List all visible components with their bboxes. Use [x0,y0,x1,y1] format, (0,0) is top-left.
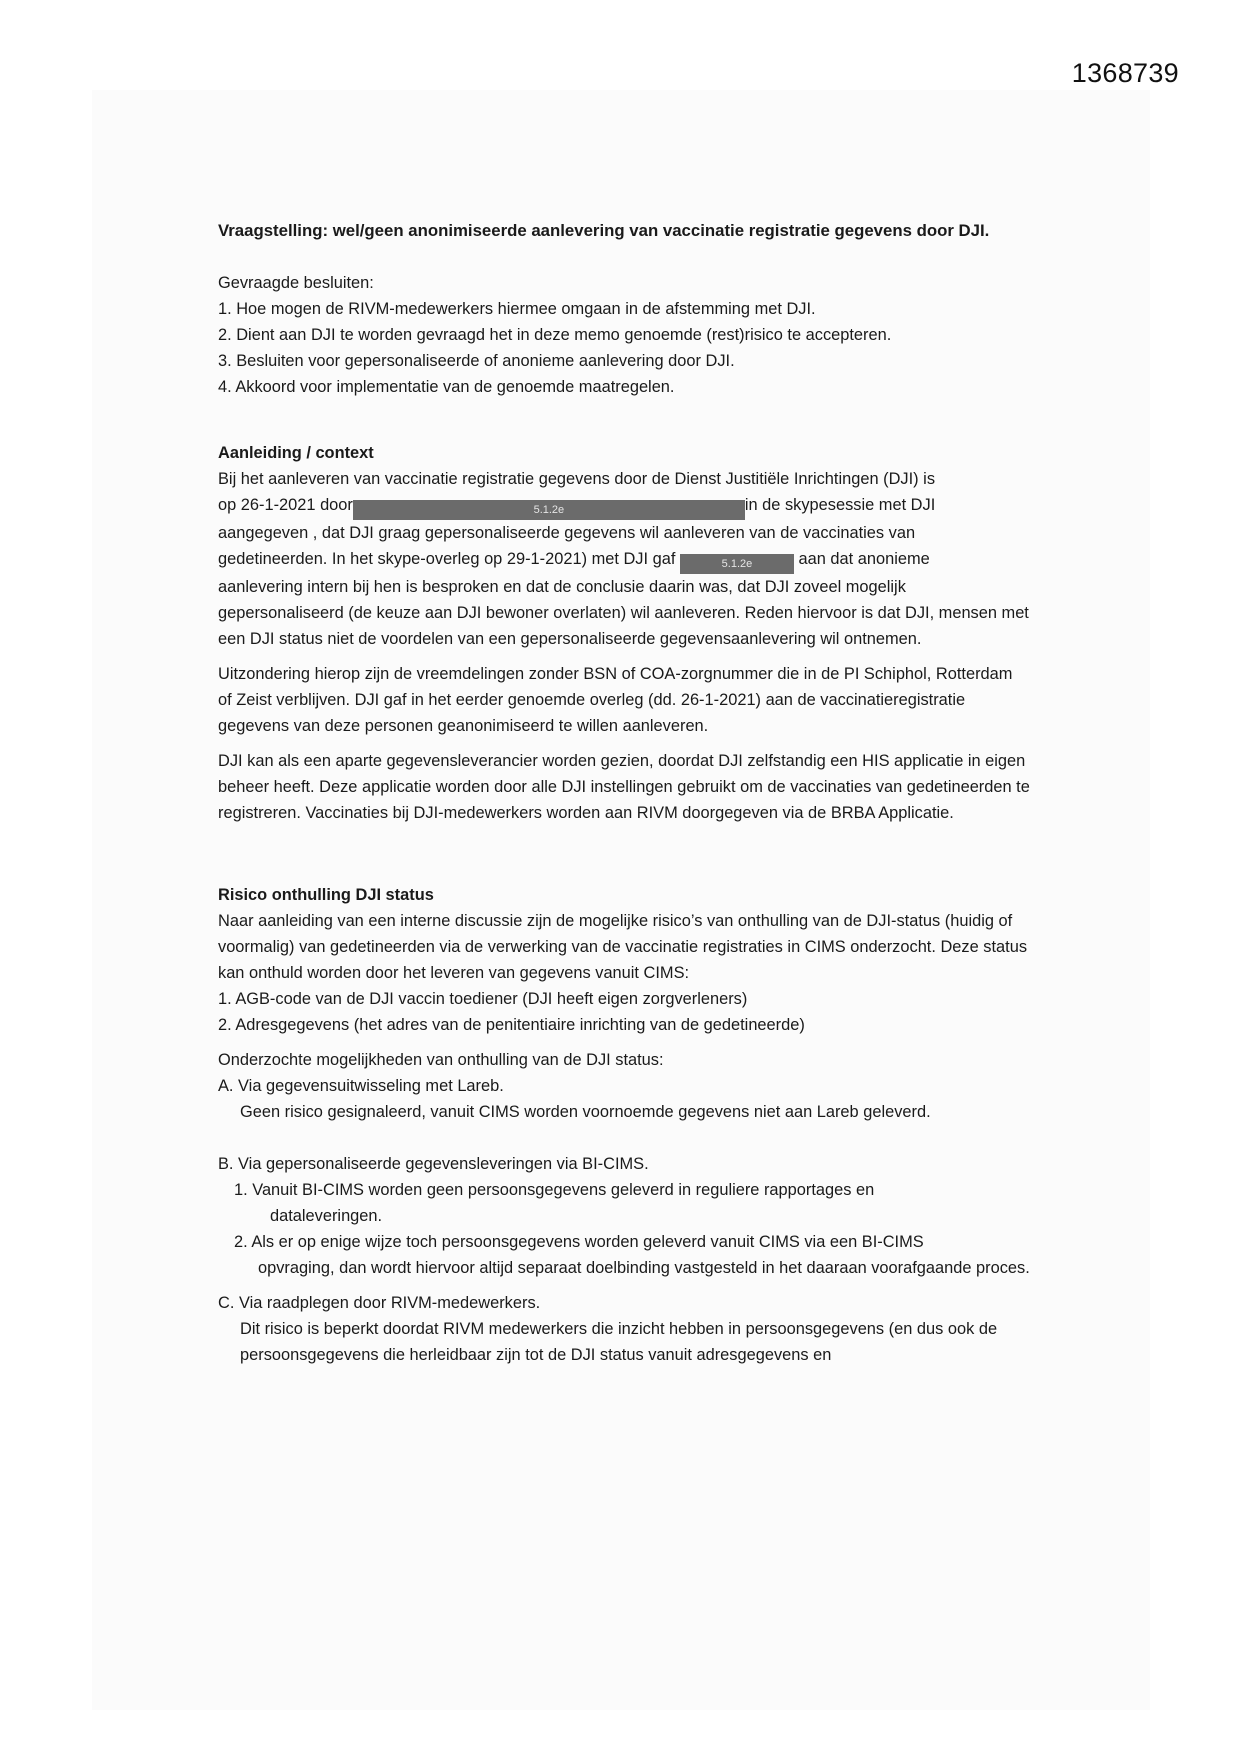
context-paragraph-1-rest: aanlevering intern bij hen is besproken en dat de conclusie daarin was, dat DJI zoveel mogelijk gepersonaliseerd (de keuze aan DJI bewoner overlaten) wil aanleveren. Reden hiervoor is dat DJI, mensen met een DJI status niet de voordelen van een gepersonaliseerde gegevensaanlevering wil ontnemen. [218,578,1029,648]
context-paragraph-2: Uitzondering hierop zijn de vreemdelingen zonder BSN of COA-zorgnummer die in de PI Schiphol, Rotterdam of Zeist verblijven. DJI gaf in het eerder genoemde overleg (dd. 26-1-2021) aan de vaccinatieregistratie gegevens van deze personen geanonimiseerd te willen aanleveren. [218,665,1013,735]
option-c-text: Dit risico is beperkt doordat RIVM medewerkers die inzicht hebben in persoonsgegevens (en dus ook de persoonsgegevens die herleidbaar zijn tot de DJI status vanuit adresgegevens en [240,1320,998,1364]
risico-list-item-2: 2. Adresgegevens (het adres van de penitentiaire inrichting van de gedetineerde) [218,1016,805,1034]
redaction-box: 5.1.2e [353,500,745,520]
mogelijkheden-intro: Onderzochte mogelijkheden van onthulling van de DJI status: [218,1051,664,1069]
option-b-item-2: 2. Als er op enige wijze toch persoonsgegevens worden geleverd vanuit CIMS via een BI-CIMS [234,1233,924,1251]
risico-list-item-1: 1. AGB-code van de DJI vaccin toediener (DJI heeft eigen zorgverleners) [218,990,748,1008]
besluiten-item-1: 1. Hoe mogen de RIVM-medewerkers hiermee omgaan in de afstemming met DJI. [218,300,816,318]
context-line-4 [218,546,1030,574]
redaction-box: 5.1.2e [680,554,794,574]
context-paragraph-3: DJI kan als een aparte gegevensleverancier worden gezien, doordat DJI zelfstandig een HIS applicatie in eigen beheer heeft. Deze applicatie worden door alle DJI instellingen gebruikt om de vaccinaties van gedetineerden te registreren. Vaccinaties bij DJI-medewerkers worden aan RIVM doorgegeven via de BRBA Applicatie. [218,752,1030,822]
context-line-3: aangegeven , dat DJI graag gepersonaliseerde gegevens wil aanleveren van de vaccinaties van [218,524,916,542]
context-text: aan dat anonieme [798,550,930,568]
document-number: 1368739 [1071,58,1179,88]
context-text: gedetineerden. In het skype-overleg op 29-1-2021) met DJI gaf [218,550,676,568]
context-heading: Aanleiding / context [218,444,374,462]
option-c-label: C. Via raadplegen door RIVM-medewerkers. [218,1294,541,1312]
option-a-text: Geen risico gesignaleerd, vanuit CIMS worden voornoemde gegevens niet aan Lareb geleverd. [240,1103,931,1121]
memo-body [218,218,1030,1368]
risico-paragraph-1: Naar aanleiding van een interne discussie zijn de mogelijke risico’s van onthulling van de DJI-status (huidig of voormalig) van gedetineerden via de verwerking van de vaccinatie registraties in CIMS onderzocht. Deze status kan onthuld worden door het leveren van gegevens vanuit CIMS: [218,912,1028,982]
option-b-item-2-cont: opvraging, dan wordt hiervoor altijd separaat doelbinding vastgesteld in het daaraan voorafgaande proces. [258,1259,1030,1277]
context-line-2 [218,492,1030,520]
option-b-label: B. Via gepersonaliseerde gegevensleveringen via BI-CIMS. [218,1155,649,1173]
option-a-label: A. Via gegevensuitwisseling met Lareb. [218,1077,504,1095]
context-text: in de skypesessie met DJI [744,496,936,514]
risico-heading: Risico onthulling DJI status [218,886,434,904]
option-b-item-1: 1. Vanuit BI-CIMS worden geen persoonsgegevens geleverd in reguliere rapportages en [234,1181,875,1199]
besluiten-item-3: 3. Besluiten voor gepersonaliseerde of anonieme aanlevering door DJI. [218,352,735,370]
option-b-item-1-cont: dataleveringen. [270,1207,383,1225]
page-title: Vraagstelling: wel/geen anonimiseerde aanlevering van vaccinatie registratie gegevens door DJI. [218,221,990,240]
context-line-1: Bij het aanleveren van vaccinatie registratie gegevens door de Dienst Justitiële Inrichtingen (DJI) is [218,470,936,488]
besluiten-intro: Gevraagde besluiten: [218,274,374,292]
besluiten-item-2: 2. Dient aan DJI te worden gevraagd het in deze memo genoemde (rest)risico te accepteren. [218,326,892,344]
besluiten-item-4: 4. Akkoord voor implementatie van de genoemde maatregelen. [218,378,675,396]
context-text: op 26-1-2021 door [218,496,353,514]
